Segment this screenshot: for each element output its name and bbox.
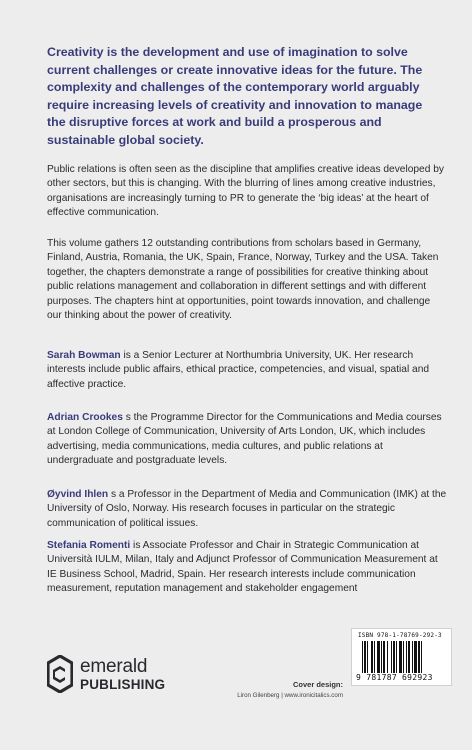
barcode-bars: [362, 641, 444, 673]
lead-statement: Creativity is the development and use of imagination to solve current challenges or create innovative ideas for the future. The complexity and challenges of the contemporary world arguably require increasing levels of creativity and innovation to manage the disruptive forces at work and build a prosperous and sustainable global society.: [47, 45, 423, 147]
barcode-bar: [421, 641, 422, 673]
barcode-bar: [414, 641, 417, 673]
barcode-bar: [418, 641, 420, 673]
isbn-text: ISBN 978-1-78769-292-3: [358, 632, 442, 639]
author-name: Sarah Bowman: [47, 350, 121, 361]
barcode-bar: [381, 641, 382, 673]
barcode-bar: [362, 641, 363, 673]
author-bio-text: is a Senior Lecturer at Northumbria University, UK. Her research interests include public affairs, ethical practice, competencies, and visual, spatial and affective practice.: [47, 350, 430, 390]
author-bio-text: is Associate Professor and Chair in Strategic Communication at Università IULM, Milan, Italy and Adjunct Professor of Communication Measurement at IE Business School, Madrid, Spain. Her research interests include communication measurement, reputation management and stakeholder engagement: [47, 540, 438, 595]
emerald-hexagon-logo-icon: [47, 655, 73, 693]
barcode-bar: [396, 641, 397, 673]
barcode-bar: [406, 641, 407, 673]
publisher-logo: [47, 655, 207, 695]
barcode-bar: [374, 641, 375, 673]
barcode-bar: [367, 641, 368, 673]
body-paragraph-2: This volume gathers 12 outstanding contributions from scholars based in Germany, Finland, Austria, Romania, the UK, Spain, France, Norway, Turkey and the USA. Taken together, the chapters demonstrate a range of possibilities for creative thinking about public relations management and collaboration in different settings and with different purposes. The chapters hint at opportunities, point towards innovation, and challenge our thinking about the power of creativity.: [47, 238, 439, 322]
barcode-bar: [383, 641, 385, 673]
author-bio-text: s a Professor in the Department of Media and Communication (IMK) at the University of Oslo, Norway. His research focuses in particular on the strategic communication of political issues.: [47, 489, 447, 529]
author-name: Øyvind Ihlen: [47, 489, 109, 500]
barcode-bar: [412, 641, 413, 673]
author-bio-text: s the Programme Director for the Communications and Media courses at London College of Communication, University of Arts London, UK, which includes advertising, media communications, media cultures, and public relations at undergraduate and postgraduate levels.: [47, 412, 442, 467]
publisher-name-line1: emerald: [80, 656, 148, 677]
author-bio-crookes: [47, 411, 447, 469]
barcode-bar: [393, 641, 395, 673]
barcode-bar: [408, 641, 410, 673]
cover-design-label: Cover design:: [292, 680, 343, 689]
barcode-bar: [377, 641, 380, 673]
barcode-bar: [399, 641, 402, 673]
cover-design-credit: Liron Gilenberg | www.ironicitalics.com: [237, 692, 343, 699]
barcode-bar: [391, 641, 392, 673]
isbn-barcode: [351, 628, 452, 686]
barcode-number: 9 781787 692923: [356, 673, 433, 682]
author-bio-ihlen: [47, 488, 447, 531]
barcode-bar: [403, 641, 404, 673]
publisher-name-line2: PUBLISHING: [80, 677, 166, 692]
barcode-bar: [364, 641, 366, 673]
author-bio-bowman: [47, 349, 447, 392]
author-bio-romenti: [47, 539, 447, 597]
body-paragraph-1: Public relations is often seen as the discipline that amplifies creative ideas developed by other sectors, but this is changing. With the blurring of lines among creative industries, organisations are increasingly turning to PR to generate the ‘big ideas’ at the heart of effective communication.: [47, 164, 444, 219]
barcode-bar: [387, 641, 388, 673]
author-name: Stefania Romenti: [47, 540, 131, 551]
barcode-bar: [371, 641, 373, 673]
author-name: Adrian Crookes: [47, 412, 123, 423]
